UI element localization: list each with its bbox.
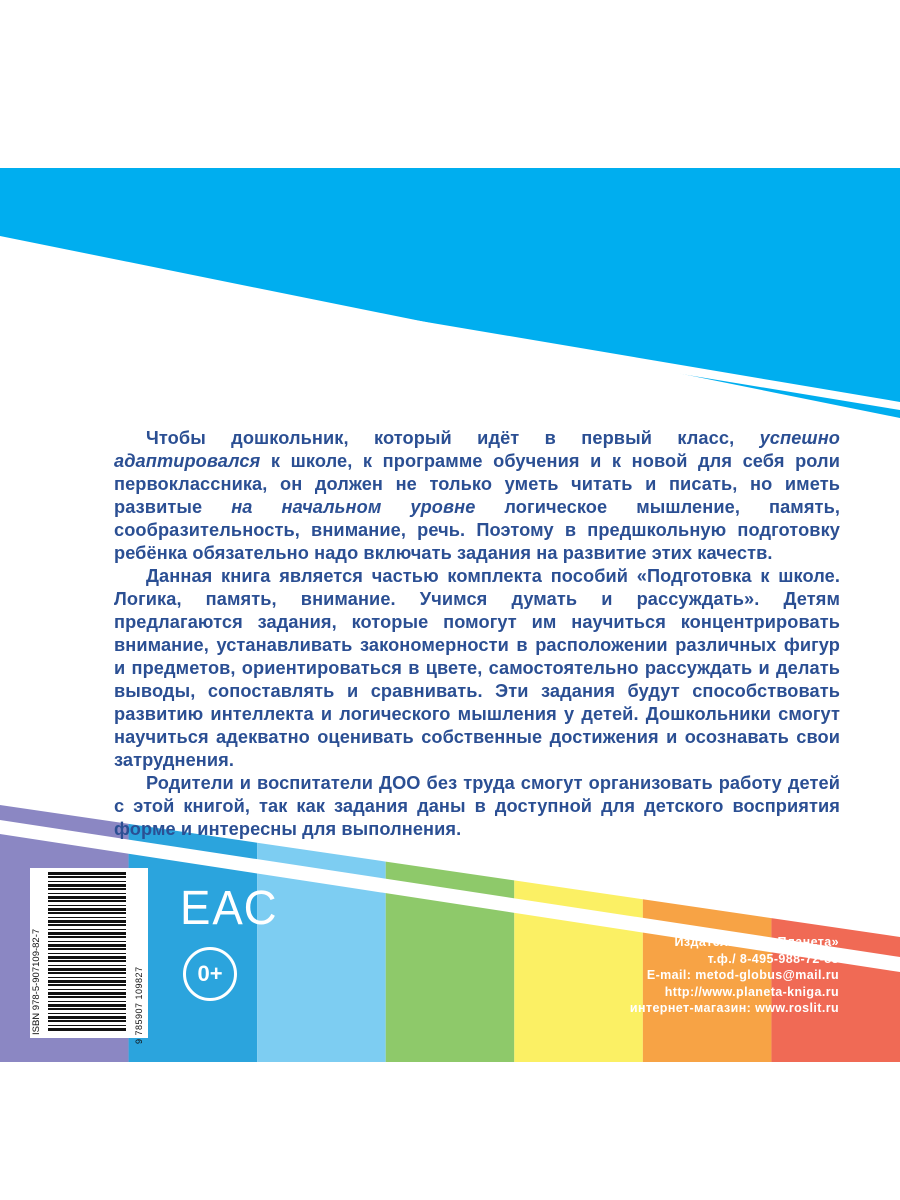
barcode-bar xyxy=(48,876,126,878)
publisher-name: Издательство «Планета» xyxy=(674,935,839,949)
publisher-phone: т.ф./ 8-495-988-72-83 xyxy=(707,951,839,966)
barcode-bar xyxy=(48,884,126,887)
text-segment: логическое мышление, память, сообразительность, внимание, речь. Поэтому в предшкольную подготовку ребёнка обязательно надо включать задания на развитие этих качеств. xyxy=(114,497,840,563)
barcode-bar xyxy=(48,905,126,906)
barcode-bar xyxy=(48,968,126,971)
barcode-bar xyxy=(48,992,126,995)
barcode-bar xyxy=(48,1020,126,1022)
barcode-bar xyxy=(48,881,126,882)
age-rating-label: 0+ xyxy=(197,961,223,986)
barcode-bar xyxy=(48,896,126,899)
paragraph xyxy=(114,427,840,565)
barcode-bar xyxy=(48,980,126,983)
barcode-bar xyxy=(48,944,126,947)
barcode-bar xyxy=(48,936,126,938)
annotation-text xyxy=(114,427,840,841)
text-segment: Данная книга является частью комплекта пособий «Подготовка к школе. Логика, память, внимание. Учимся думать и рассуждать». Детям предлагаются задания, которые помогут им научиться концентрировать внимание, устанавливать закономерности в расположении различных фигур и предметов, ориентироваться в цвете, самостоятельно рассуждать и делать выводы, сопоставлять и сравнивать. Эти задания будут способствовать развитию интеллекта и логического мышления у детей. Дошкольники смогут научиться адекватно оценивать собственные достижения и осознавать свои затруднения. xyxy=(114,566,840,770)
eac-mark: ЕАС xyxy=(180,882,279,935)
barcode-bar xyxy=(48,900,126,902)
barcode-bar xyxy=(48,977,126,978)
barcode-bar xyxy=(48,1013,126,1014)
publisher-email: E-mail: metod-globus@mail.ru xyxy=(646,968,839,982)
barcode-bar xyxy=(48,872,126,875)
barcode-bar xyxy=(48,1028,126,1031)
text-segment: Чтобы дошкольник, который идёт в первый класс, xyxy=(146,428,760,448)
barcode-bar xyxy=(48,920,126,923)
barcode-bar xyxy=(48,1025,126,1026)
barcode-bar xyxy=(48,888,126,890)
emphasis-text: на начальном уровне xyxy=(231,497,476,517)
text-segment: к школе, к программе обучения и к новой для себя роли первоклассника, он должен не только уметь читать и писать, но иметь развитые xyxy=(114,451,840,517)
barcode-bar xyxy=(48,1016,126,1019)
barcode-bar xyxy=(48,1001,126,1002)
publisher-info xyxy=(630,934,839,1017)
barcode-bar xyxy=(48,953,126,954)
barcode-bar xyxy=(48,960,126,962)
barcode-bar xyxy=(48,932,126,935)
publisher-shop: интернет-магазин: www.roslit.ru xyxy=(629,1001,839,1015)
barcode-bar xyxy=(48,917,126,918)
barcode-bar xyxy=(48,929,126,930)
barcode-bar xyxy=(48,972,126,974)
paragraph xyxy=(114,565,840,772)
text-segment: Родители и воспитатели ДОО без труда смогут организовать работу детей с этой книгой, так как задания даны в доступной для детского восприятия форме и интересны для выполнения. xyxy=(114,773,840,839)
isbn-label: ISBN 978-5-907109-82-7 xyxy=(31,928,42,1035)
barcode-bar xyxy=(48,893,126,894)
barcode-bar xyxy=(48,1008,126,1010)
barcode-bar xyxy=(48,908,126,911)
barcode-bar xyxy=(48,948,126,950)
barcode-bar xyxy=(48,941,126,942)
barcode-digits: 9 785907 109827 xyxy=(134,966,144,1044)
barcode-bar xyxy=(48,965,126,966)
barcode-bar xyxy=(48,996,126,998)
age-rating-badge xyxy=(183,947,237,1001)
barcode-bar xyxy=(48,924,126,926)
emphasis-text: успешно адаптировался xyxy=(114,428,840,471)
barcode-bar xyxy=(48,989,126,990)
publisher-website: http://www.planeta-kniga.ru xyxy=(664,984,839,999)
barcode-bar xyxy=(48,984,126,986)
paragraph xyxy=(114,772,840,841)
barcode xyxy=(30,868,148,1038)
barcode-bar xyxy=(48,1004,126,1007)
barcode-bar xyxy=(48,912,126,914)
barcode-bar xyxy=(48,956,126,959)
